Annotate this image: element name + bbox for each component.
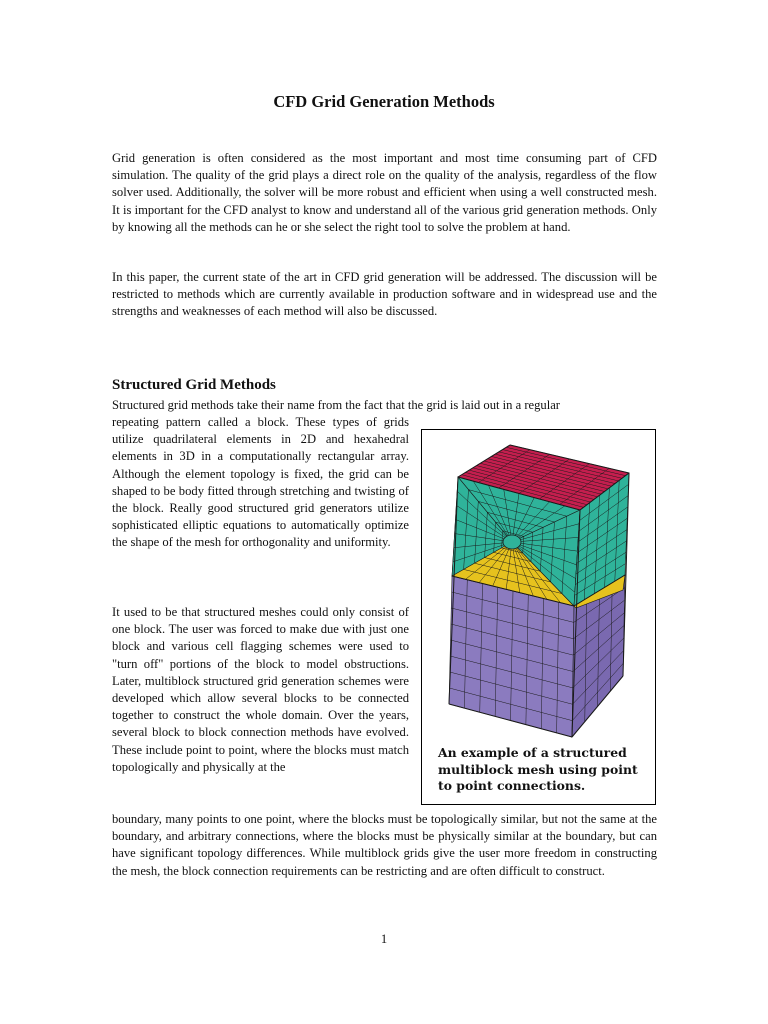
page-number: 1	[380, 932, 388, 946]
intro-paragraph: Grid generation is often considered as the most important and most time consuming part of CFD simulation. The quality of the grid plays a direct role on the quality of the analysis, regardless of the flow solver used. Additionally, the solver will be more robust and efficient when using a well constructed mesh. It is important for the CFD analyst to know and understand all of the various grid generation methods. Only by knowing all the methods can he or she select the right tool to solve the problem at hand.	[112, 151, 657, 234]
mesh-hub	[503, 535, 521, 549]
block-connections-paragraph: boundary, many points to one point, where the blocks must be topologically similar, but not the same at the boundary, and arbitrary connections, where the blocks must be physically similar at the boundary, but can have significant topology differences. While multiblock grids give the user more freedom in constructing the mesh, the block connection requirements can be restricting and are often difficult to construct.	[112, 812, 657, 878]
structured-description-column: repeating pattern called a block. These types of grids utilize quadrilateral elements in 2D and hexahedral elements in 3D in a computationally rectangular array. Although the element topology is fixed, the grid can be shaped to be body fitted through stretching and twisting of the block. Really good structured grid generators utilize sophisticated elliptic equations to automatically optimize the shape of the mesh for orthogonality and uniformity.	[112, 415, 409, 550]
multiblock-history-column: It used to be that structured meshes could only consist of one block. The user was forced to make due with just one block and various cell flagging schemes were used to "turn off" portions of the block to model obstructions. Later, multiblock structured grid generation schemes were developed which allow several blocks to be connected together to construct the whole domain. Over the years, several block to block connection methods have evolved. These include point to point, where the blocks must match topologically and physically at the	[112, 605, 409, 774]
mesh-figure	[421, 429, 656, 805]
scope-paragraph: In this paper, the current state of the art in CFD grid generation will be addressed. The discussion will be restricted to methods which are currently available in production software and in widespread use and the strengths and weaknesses of each method will also be discussed.	[112, 270, 657, 319]
figure-caption: An example of a structured multiblock mesh using point to point connections.	[438, 745, 638, 793]
document-title: CFD Grid Generation Methods	[273, 92, 495, 111]
section-heading: Structured Grid Methods	[112, 377, 276, 393]
section-first-line: Structured grid methods take their name from the fact that the grid is laid out in a regular	[112, 398, 560, 412]
